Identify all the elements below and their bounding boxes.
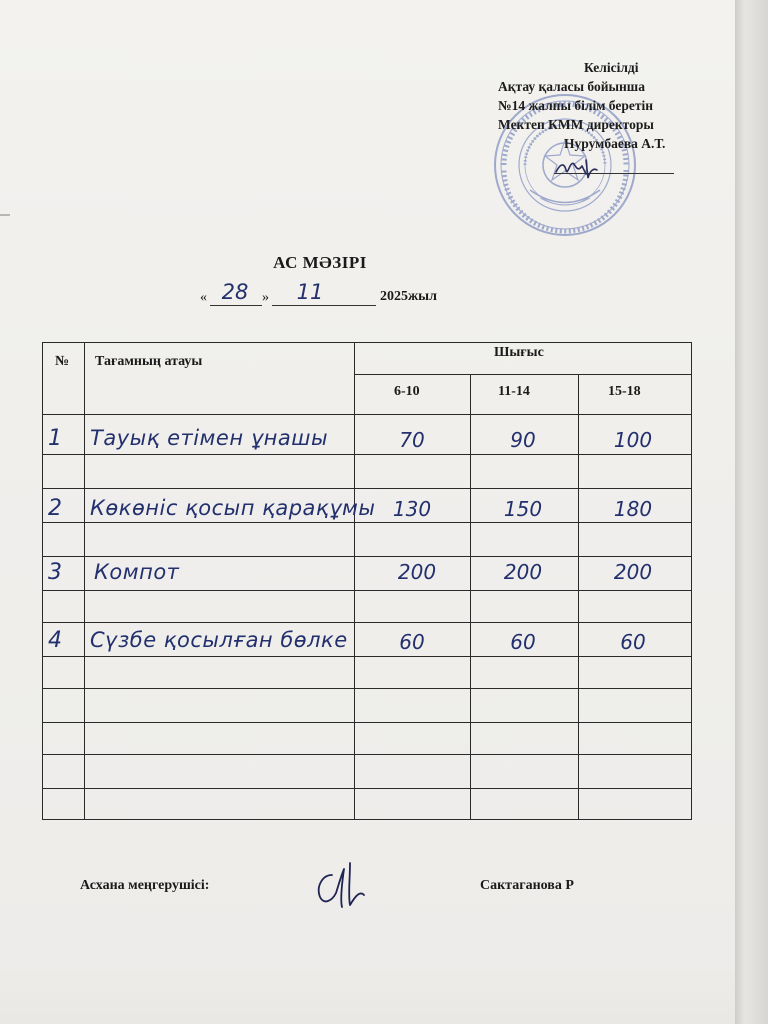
table-col-divider <box>354 342 355 820</box>
row-value: 200 <box>397 560 437 584</box>
table-line <box>42 590 692 591</box>
row-dish-name: Компот <box>94 560 180 584</box>
row-value: 60 <box>399 630 425 654</box>
margin-mark <box>0 214 10 216</box>
row-value: 150 <box>503 497 543 521</box>
manager-signature <box>310 855 390 915</box>
header-number: № <box>55 354 70 369</box>
signer-role: Асхана меңгерушісі: <box>80 878 210 893</box>
header-age-group: 15-18 <box>608 384 641 399</box>
table-line <box>42 754 692 755</box>
row-value: 200 <box>503 560 543 584</box>
row-value: 100 <box>613 428 653 452</box>
row-value: 60 <box>510 630 536 654</box>
table-border-bottom <box>42 819 692 820</box>
table-line <box>42 488 692 489</box>
row-value: 60 <box>620 630 646 654</box>
header-output: Шығыс <box>494 345 544 360</box>
row-value: 70 <box>399 428 425 452</box>
table-col-divider <box>470 374 471 820</box>
row-dish-name: Сүзбе қосылған бөлке <box>90 628 348 652</box>
table-border-left <box>42 342 43 820</box>
table-border-right <box>691 342 692 820</box>
approval-school: №14 жалпы білім беретін <box>498 98 653 113</box>
row-value: 90 <box>510 428 536 452</box>
signer-name: Сактаганова Р <box>480 878 574 893</box>
approval-block <box>498 58 698 153</box>
menu-date <box>200 280 460 308</box>
row-value: 130 <box>392 497 432 521</box>
table-col-divider <box>84 342 85 820</box>
table-line <box>42 688 692 689</box>
approval-position: Мектеп КММ директоры <box>498 117 654 132</box>
date-month: 11 <box>296 280 324 304</box>
table-line <box>42 556 692 557</box>
table-line-header-bottom <box>42 414 692 415</box>
row-number: 3 <box>48 560 62 585</box>
month-underline <box>272 305 376 306</box>
director-signature <box>552 150 600 182</box>
date-day: 28 <box>221 280 249 304</box>
table-line <box>42 454 692 455</box>
page-edge <box>735 0 768 1024</box>
page-title: АС МӘЗІРІ <box>273 253 367 272</box>
table-col-divider <box>578 374 579 820</box>
header-age-group: 11-14 <box>498 384 530 399</box>
row-number: 1 <box>48 426 62 451</box>
day-underline <box>210 305 262 306</box>
row-value: 180 <box>613 497 653 521</box>
date-year: 2025жыл <box>380 289 437 304</box>
date-close-quote: » <box>262 290 269 305</box>
approval-director-name: Нурумбаева А.Т. <box>564 136 666 151</box>
row-number: 4 <box>48 628 62 653</box>
table-line <box>42 522 692 523</box>
table-line-subheader <box>354 374 692 375</box>
menu-table <box>42 342 692 820</box>
header-age-group: 6-10 <box>394 384 420 399</box>
table-line <box>42 722 692 723</box>
table-line <box>42 622 692 623</box>
row-dish-name: Тауық етімен ұнашы <box>90 426 329 450</box>
approval-heading: Келісілді <box>584 60 639 75</box>
row-number: 2 <box>48 496 62 521</box>
table-line <box>42 788 692 789</box>
row-value: 200 <box>613 560 653 584</box>
table-border-top <box>42 342 692 343</box>
approval-city: Ақтау қаласы бойынша <box>498 79 645 94</box>
row-dish-name: Көкөніс қосып қарақұмы <box>90 496 376 520</box>
header-dish-name: Тағамның атауы <box>95 354 203 369</box>
table-line <box>42 656 692 657</box>
date-open-quote: « <box>200 290 207 305</box>
